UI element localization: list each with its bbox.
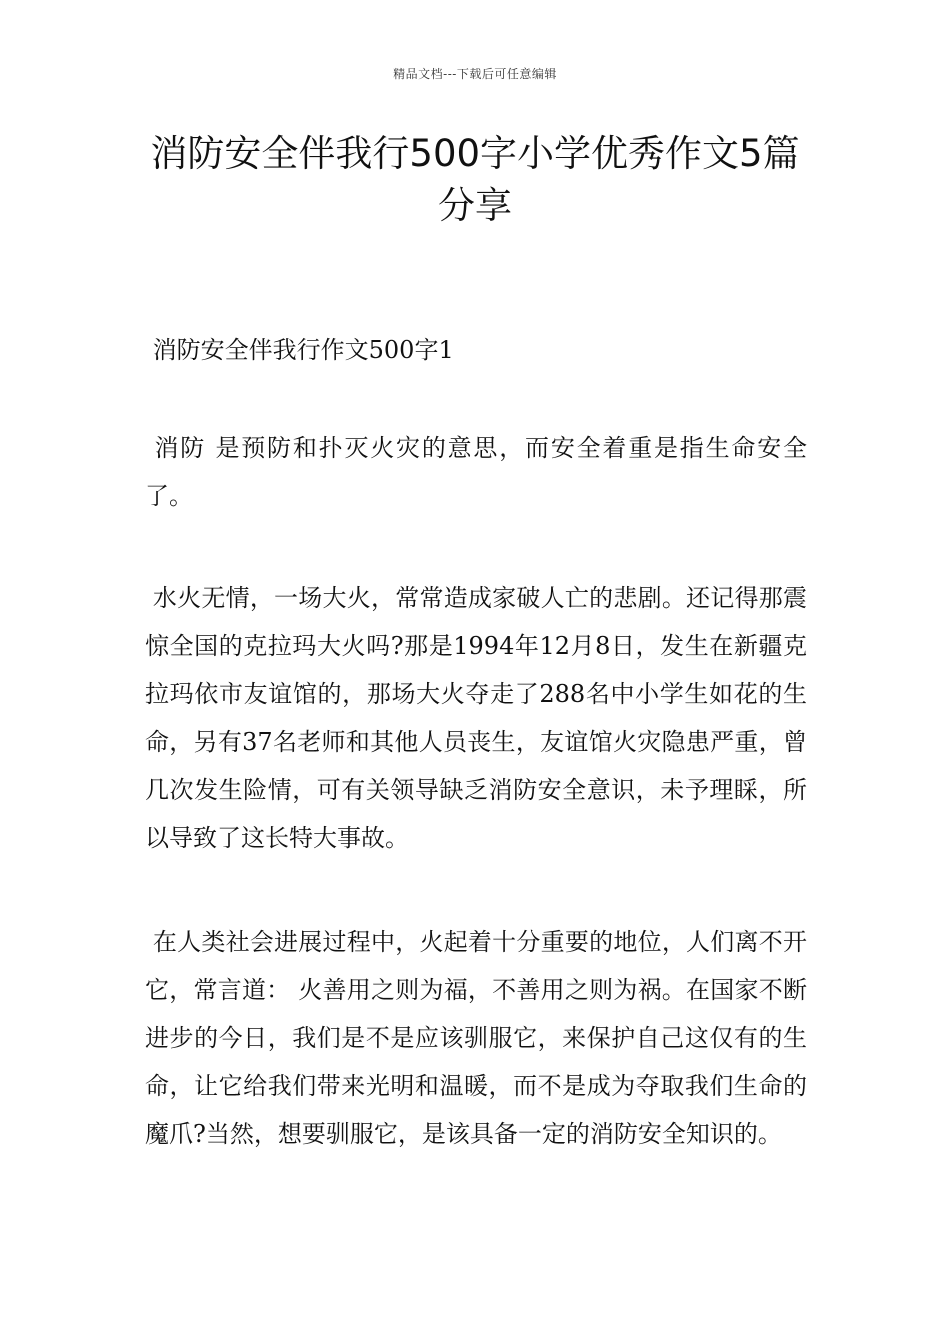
header-note: 精品文档---下载后可任意编辑: [393, 67, 557, 81]
document-title: 消防安全伴我行500字小学优秀作文5篇分享: [150, 132, 800, 227]
paragraph-text: 消防 是预防和扑灭火灾的意思，而安全着重是指生命安全了。: [145, 434, 807, 510]
paragraph-text: 水火无情，一场大火，常常造成家破人亡的悲剧。还记得那震惊全国的克拉玛大火吗?那是1994年12月8日，发生在新疆克拉玛依市友谊馆的，那场大火夺走了288名中小学生如花的生命，另有37名老师和其他人员丧生，友谊馆火灾隐患严重，曾几次发生险情，可有关领导缺乏消防安全意识，未予理睬，所以导致了这长特大事故。: [145, 584, 807, 852]
paragraph-text: 在人类社会进展过程中，火起着十分重要的地位，人们离不开它，常言道： 火善用之则为福，不善用之则为祸。在国家不断进步的今日，我们是不是应该驯服它，来保护自己这仅有的生命，让它给我们带来光明和温暖，而不是成为夺取我们生命的魔爪?当然，想要驯服它，是该具备一定的消防安全知识的。: [145, 928, 807, 1148]
paragraph: [145, 574, 807, 862]
section-heading-text: 消防安全伴我行作文500字1: [152, 336, 454, 364]
section-heading: [145, 326, 807, 374]
paragraph: [145, 918, 807, 1158]
paragraph: [145, 424, 807, 520]
